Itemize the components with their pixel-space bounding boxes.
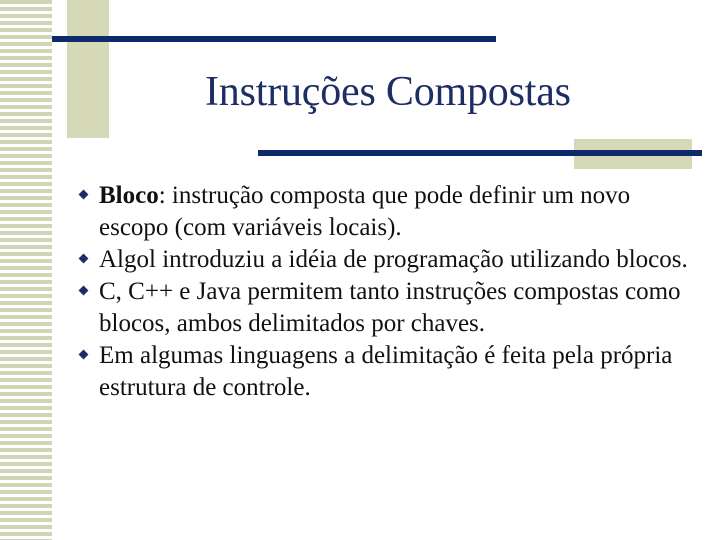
decorative-bar-bottom bbox=[258, 150, 702, 156]
slide-title: Instruções Compostas bbox=[205, 69, 571, 115]
bullet-item bbox=[74, 244, 704, 276]
bullet-text: C, C++ e Java permitem tanto instruções compostas como blocos, ambos delimitados por chaves. bbox=[99, 278, 681, 337]
bullet-item bbox=[74, 340, 704, 404]
bullet-list bbox=[74, 180, 704, 404]
diamond-bullet-icon bbox=[79, 190, 89, 200]
bullet-item bbox=[74, 180, 704, 244]
bullet-term: Bloco bbox=[99, 182, 159, 209]
diamond-bullet-icon bbox=[79, 286, 89, 296]
bullet-text: Em algumas linguagens a delimitação é feita pela própria estrutura de controle. bbox=[99, 342, 673, 401]
bullet-text: Algol introduziu a idéia de programação utilizando blocos. bbox=[99, 246, 688, 273]
bullet-item bbox=[74, 276, 704, 340]
decorative-block-top bbox=[67, 0, 109, 138]
decorative-stripe-strip bbox=[0, 0, 52, 540]
diamond-bullet-icon bbox=[79, 350, 89, 360]
decorative-bar-top bbox=[52, 36, 496, 42]
bullet-text: : instrução composta que pode definir um novo escopo (com variáveis locais). bbox=[99, 182, 631, 241]
diamond-bullet-icon bbox=[79, 254, 89, 264]
